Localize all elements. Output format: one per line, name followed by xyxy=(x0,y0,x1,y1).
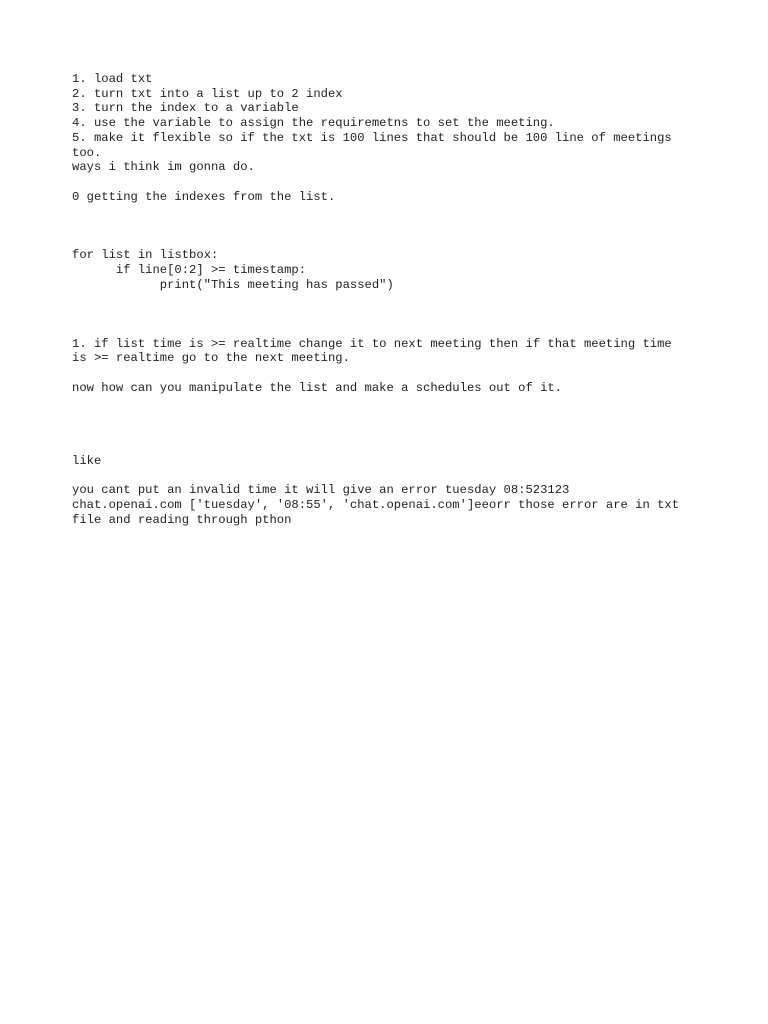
text-line: 0 getting the indexes from the list. xyxy=(72,189,336,204)
blank-line xyxy=(72,410,704,425)
code-line: print("This meeting has passed") xyxy=(72,277,394,292)
blank-line xyxy=(72,204,704,219)
blank-line xyxy=(72,366,704,381)
code-line: for list in listbox: xyxy=(72,248,219,263)
text-line: 1. if list time is >= realtime change it to next meeting then if that meeting time xyxy=(72,336,672,351)
text-line: you cant put an invalid time it will give an error tuesday 08:523123 xyxy=(72,483,570,498)
text-line: is >= realtime go to the next meeting. xyxy=(72,351,350,366)
text-line: ways i think im gonna do. xyxy=(72,160,255,175)
list-item: 4. use the variable to assign the requiremetns to set the meeting. xyxy=(72,116,555,131)
list-item: 3. turn the index to a variable xyxy=(72,101,299,116)
list-item: 2. turn txt into a list up to 2 index xyxy=(72,86,343,101)
blank-line xyxy=(72,175,704,190)
blank-line xyxy=(72,425,704,440)
blank-line xyxy=(72,219,704,234)
blank-line xyxy=(72,439,704,454)
text-line: too. xyxy=(72,145,102,160)
document-text xyxy=(72,72,704,528)
blank-line xyxy=(72,292,704,307)
list-item: 5. make it flexible so if the txt is 100 lines that should be 100 line of meetings xyxy=(72,130,672,145)
text-line: file and reading through pthon xyxy=(72,512,292,527)
text-line: now how can you manipulate the list and make a schedules out of it. xyxy=(72,380,563,395)
code-line: if line[0:2] >= timestamp: xyxy=(72,263,307,278)
blank-line xyxy=(72,395,704,410)
blank-line xyxy=(72,469,704,484)
blank-line xyxy=(72,307,704,322)
blank-line xyxy=(72,234,704,249)
text-line: like xyxy=(72,454,102,469)
text-line: chat.openai.com ['tuesday', '08:55', 'chat.openai.com']eeorr those error are in txt xyxy=(72,498,680,513)
list-item: 1. load txt xyxy=(72,72,153,86)
blank-line xyxy=(72,322,704,337)
